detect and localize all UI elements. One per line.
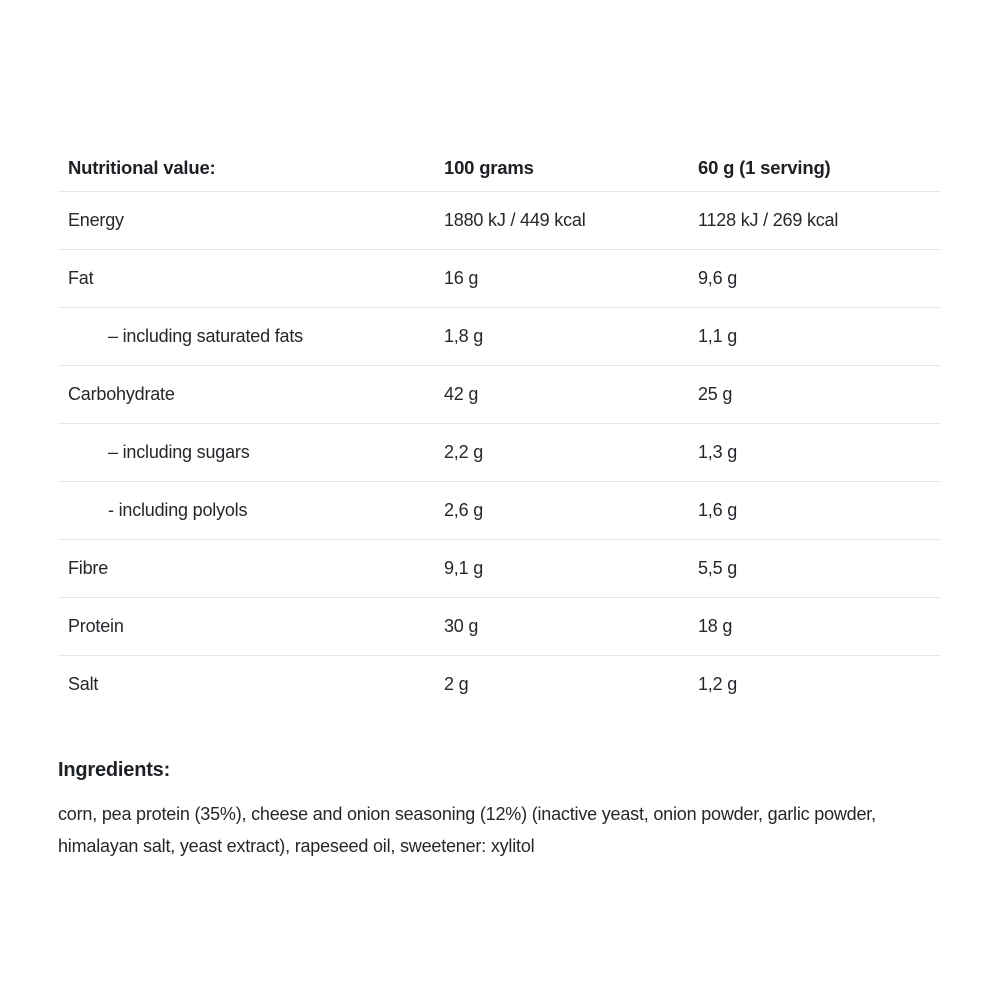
nutrient-value-per-100g: 9,1 g (444, 558, 484, 578)
nutrient-label: Fat (68, 268, 94, 288)
table-header-row (58, 144, 940, 192)
table-row (58, 598, 940, 656)
column-header-per-100g: 100 grams (444, 156, 534, 178)
nutrient-value-per-100g: 16 g (444, 268, 479, 288)
table-row (58, 656, 940, 713)
nutrient-label: Protein (68, 616, 124, 636)
nutrient-value-per-100g: 2,2 g (444, 442, 484, 462)
nutrient-label: Fibre (68, 558, 109, 578)
table-body (58, 192, 940, 713)
nutrient-value-per-100g: 2,6 g (444, 500, 484, 520)
nutrient-value-per-serving: 9,6 g (698, 268, 738, 288)
table-row (58, 250, 940, 308)
nutrient-value-per-serving: 1,1 g (698, 326, 738, 346)
nutrient-label: – including saturated fats (108, 326, 303, 346)
nutrient-label: - including polyols (108, 500, 248, 520)
nutrient-value-per-100g: 1,8 g (444, 326, 484, 346)
ingredients-text: corn, pea protein (35%), cheese and onion seasoning (12%) (inactive yeast, onion powder, garlic powder, himalayan salt, yeast extract), rapeseed oil, sweetener: xylitol (58, 804, 876, 856)
nutrient-label: Salt (68, 674, 99, 694)
nutrient-value-per-serving: 5,5 g (698, 558, 738, 578)
column-header-nutritional-value: Nutritional value: (68, 156, 216, 178)
table-row (58, 424, 940, 482)
ingredients-heading: Ingredients: (58, 759, 171, 781)
table-row (58, 366, 940, 424)
nutrient-label: Energy (68, 210, 124, 230)
nutrient-label: – including sugars (108, 442, 250, 462)
table-row (58, 482, 940, 540)
nutrient-value-per-100g: 30 g (444, 616, 479, 636)
nutrient-value-per-serving: 18 g (698, 616, 733, 636)
nutrient-value-per-serving: 25 g (698, 384, 733, 404)
nutrient-value-per-serving: 1,2 g (698, 674, 738, 694)
nutrient-value-per-serving: 1,3 g (698, 442, 738, 462)
nutrient-value-per-serving: 1,6 g (698, 500, 738, 520)
nutrient-value-per-serving: 1128 kJ / 269 kcal (698, 210, 839, 230)
nutrient-label: Carbohydrate (68, 384, 175, 404)
nutrition-table (58, 144, 940, 713)
nutrient-value-per-100g: 2 g (444, 674, 469, 694)
nutrient-value-per-100g: 1880 kJ / 449 kcal (444, 210, 586, 230)
column-header-per-serving: 60 g (1 serving) (698, 156, 831, 178)
table-row (58, 192, 940, 250)
table-row (58, 308, 940, 366)
table-row (58, 540, 940, 598)
page-content (58, 144, 940, 862)
nutrient-value-per-100g: 42 g (444, 384, 479, 404)
ingredients-section (58, 759, 940, 862)
